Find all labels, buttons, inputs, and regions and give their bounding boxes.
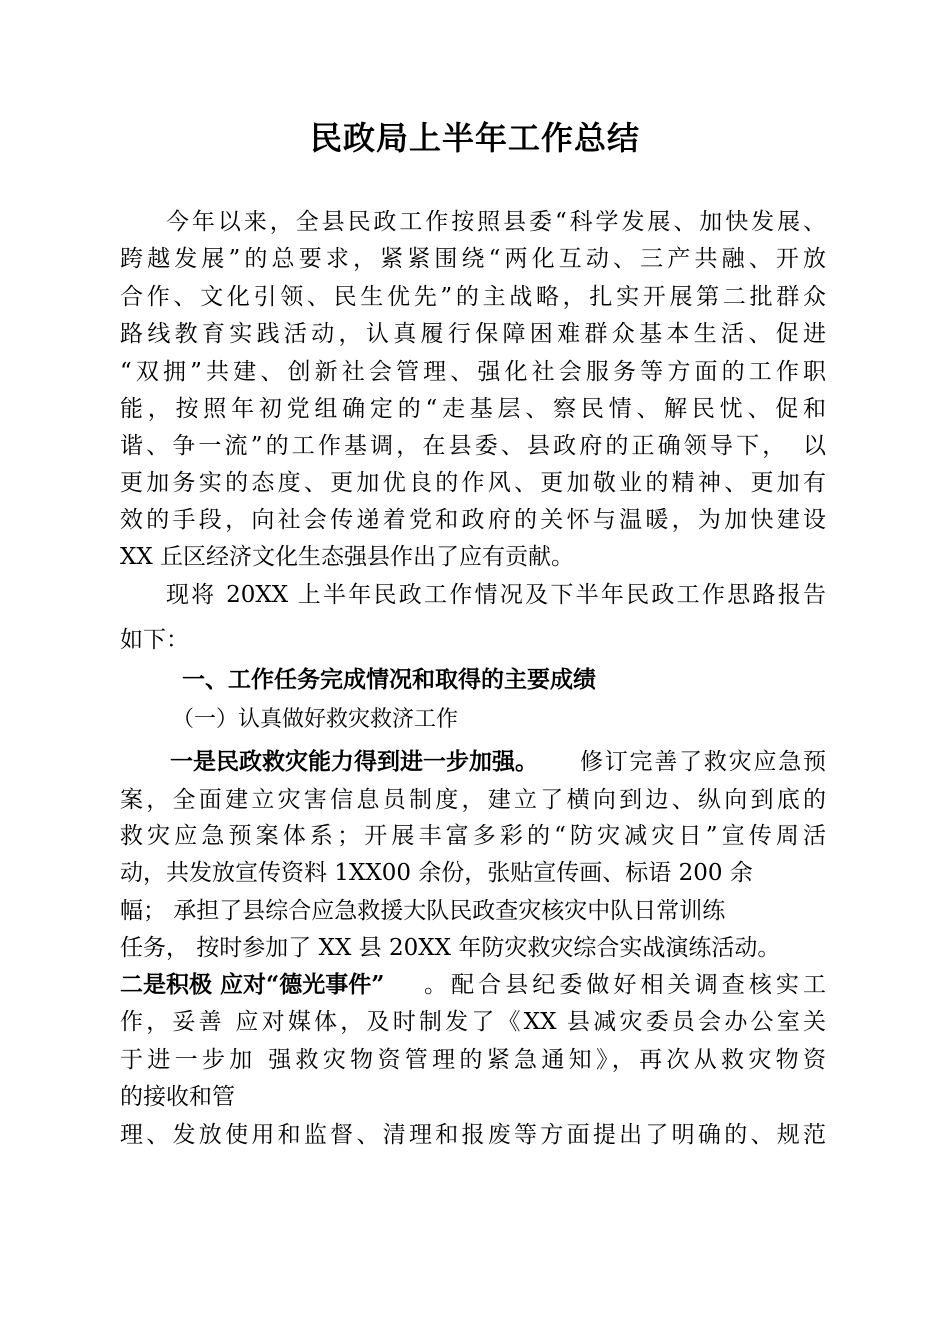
paragraph-lead-bold: 一是民政救灾能力得到进一步加强。 (170, 748, 538, 775)
paragraph-line: 能，按照年初党组确定的“走基层、察民情、解民忧、促和 (120, 396, 826, 422)
paragraph-line: 救灾应急预案体系；开展丰富多彩的“防灾减灾日”宣传周活 (120, 823, 826, 849)
paragraph-line: 动，共发放宣传资料 1XX00 余份，张贴宣传画、标语 200 余 (120, 860, 753, 886)
paragraph-line: 合作、文化引领、民生优先”的主战略，扎实开展第二批群众 (120, 284, 826, 310)
paragraph-line: 现将 20XX 上半年民政工作情况及下半年民政工作思路报告 (166, 582, 826, 608)
paragraph-lead-bold: 二是积极 应对“德光事件” (120, 971, 385, 998)
paragraph-line: 修订完善了救灾应急预 (580, 749, 826, 775)
paragraph-line: 的接收和管 (120, 1084, 235, 1110)
paragraph-line: 理、发放使用和监督、清理和报废等方面提出了明确的、规范 (120, 1122, 826, 1148)
paragraph-line: 路线教育实践活动，认真履行保障困难群众基本生活、促进 (120, 321, 826, 347)
paragraph-line: 今年以来，全县民政工作按照县委“科学发展、加快发展、 (166, 209, 826, 235)
section-heading: 一、工作任务完成情况和取得的主要成绩 (182, 667, 596, 693)
paragraph-line: 更加务实的态度、更加优良的作风、更加敬业的精神、更加有 (120, 470, 826, 496)
paragraph-line: 于进一步加 强救灾物资管理的紧急通知》，再次从救灾物资 (120, 1047, 826, 1073)
paragraph-line: 如下： (120, 627, 189, 653)
subsection-heading: （一）认真做好救灾救济工作 (172, 707, 459, 732)
paragraph-line: 。配合县纪委做好相关调查核实工 (424, 972, 826, 998)
paragraph-line: 幅； 承担了县综合应急救援大队民政查灾核灾中队日常训练 (120, 898, 726, 924)
paragraph-line: 任务， 按时参加了 XX 县 20XX 年防灾救灾综合实战演练活动。 (120, 935, 781, 961)
paragraph-line: 效的手段，向社会传递着党和政府的关怀与温暖，为加快建设 (120, 507, 826, 533)
document-title: 民政局上半年工作总结 (309, 119, 640, 157)
paragraph-line: XX 丘区经济文化生态强县作出了应有贡献。 (120, 544, 575, 570)
paragraph-line: 案，全面建立灾害信息员制度，建立了横向到边、纵向到底的 (120, 787, 826, 813)
paragraph-line: 谐、争一流”的工作基调，在县委、县政府的正确领导下， 以 (120, 433, 826, 459)
paragraph-line: “双拥”共建、创新社会管理、强化社会服务等方面的工作职 (120, 359, 826, 385)
paragraph-line: 作，妥善 应对媒体，及时制发了《XX 县减灾委员会办公室关 (120, 1009, 826, 1035)
paragraph-line: 跨越发展”的总要求，紧紧围绕“两化互动、三产共融、开放 (120, 246, 826, 272)
